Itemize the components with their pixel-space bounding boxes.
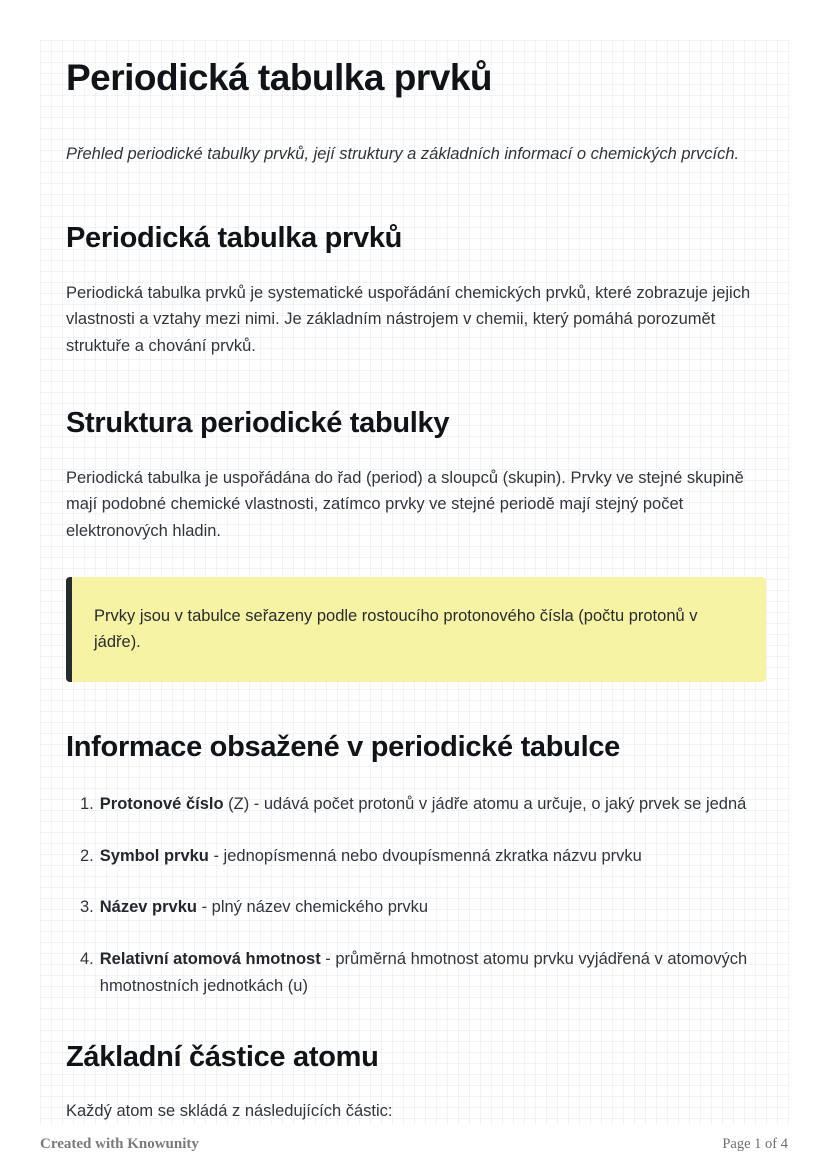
page-content <box>40 40 790 1125</box>
list-item <box>66 791 764 818</box>
highlight-callout-text: Prvky jsou v tabulce seřazeny podle rostoucího protonového čísla (počtu protonů v jádře). <box>94 606 698 652</box>
info-list <box>66 791 764 1000</box>
list-item <box>66 946 764 999</box>
highlight-callout <box>66 577 766 682</box>
section-heading-zakladni-castice: Základní částice atomu <box>66 1040 379 1073</box>
list-item <box>66 894 764 921</box>
list-item-number: 2. <box>80 846 94 865</box>
page-footer <box>40 1136 788 1153</box>
list-item-term: Symbol prvku <box>99 846 209 865</box>
page-title: Periodická tabulka prvků <box>66 57 493 98</box>
list-item-text <box>100 843 642 870</box>
section-body-struktura: Periodická tabulka je uspořádána do řad (period) a sloupců (skupin). Prvky ve stejné skupině mají podobné chemické vlastnosti, zatímco prvky ve stejné periodě mají stejný počet elektronových hladin. <box>66 468 744 540</box>
list-item-text <box>100 791 747 818</box>
list-item-number: 3. <box>80 898 94 917</box>
list-item-description: - průměrná hmotnost atomu prvku vyjádřená v atomových hmotnostních jednotkách (u) <box>99 950 748 995</box>
list-item-term: Protonové číslo <box>99 794 224 813</box>
list-item-description: - jednopísmenná nebo dvoupísmenná zkratka názvu prvku <box>208 846 642 865</box>
list-item-text <box>100 894 428 921</box>
list-item-number: 1. <box>80 794 94 813</box>
footer-branding: Created with Knowunity <box>40 1136 199 1152</box>
list-item-number: 4. <box>80 950 94 969</box>
page-subtitle: Přehled periodické tabulky prvků, její struktury a základních informací o chemických prvcích. <box>66 145 740 164</box>
footer-page-number: Page 1 of 4 <box>722 1136 788 1152</box>
section-body-zakladni-castice: Každý atom se skládá z následujících částic: <box>66 1102 393 1121</box>
section-heading-struktura: Struktura periodické tabulky <box>66 406 450 439</box>
list-item-term: Relativní atomová hmotnost <box>99 950 321 969</box>
list-item-description: - plný název chemického prvku <box>196 898 429 917</box>
section-heading-periodicka-tabulka: Periodická tabulka prvků <box>66 221 403 254</box>
section-heading-informace: Informace obsažené v periodické tabulce <box>66 731 620 764</box>
page-sheet <box>40 40 790 1125</box>
list-item <box>66 843 764 870</box>
list-item-description: (Z) - udává počet protonů v jádře atomu a určuje, o jaký prvek se jedná <box>223 794 747 813</box>
list-item-term: Název prvku <box>99 898 197 917</box>
section-body-periodicka-tabulka: Periodická tabulka prvků je systematické uspořádání chemických prvků, které zobrazuje jejich vlastnosti a vztahy mezi nimi. Je základním nástrojem v chemii, který pomáhá porozumět struktuře a chování prvků. <box>66 283 751 355</box>
list-item-text <box>100 946 760 999</box>
